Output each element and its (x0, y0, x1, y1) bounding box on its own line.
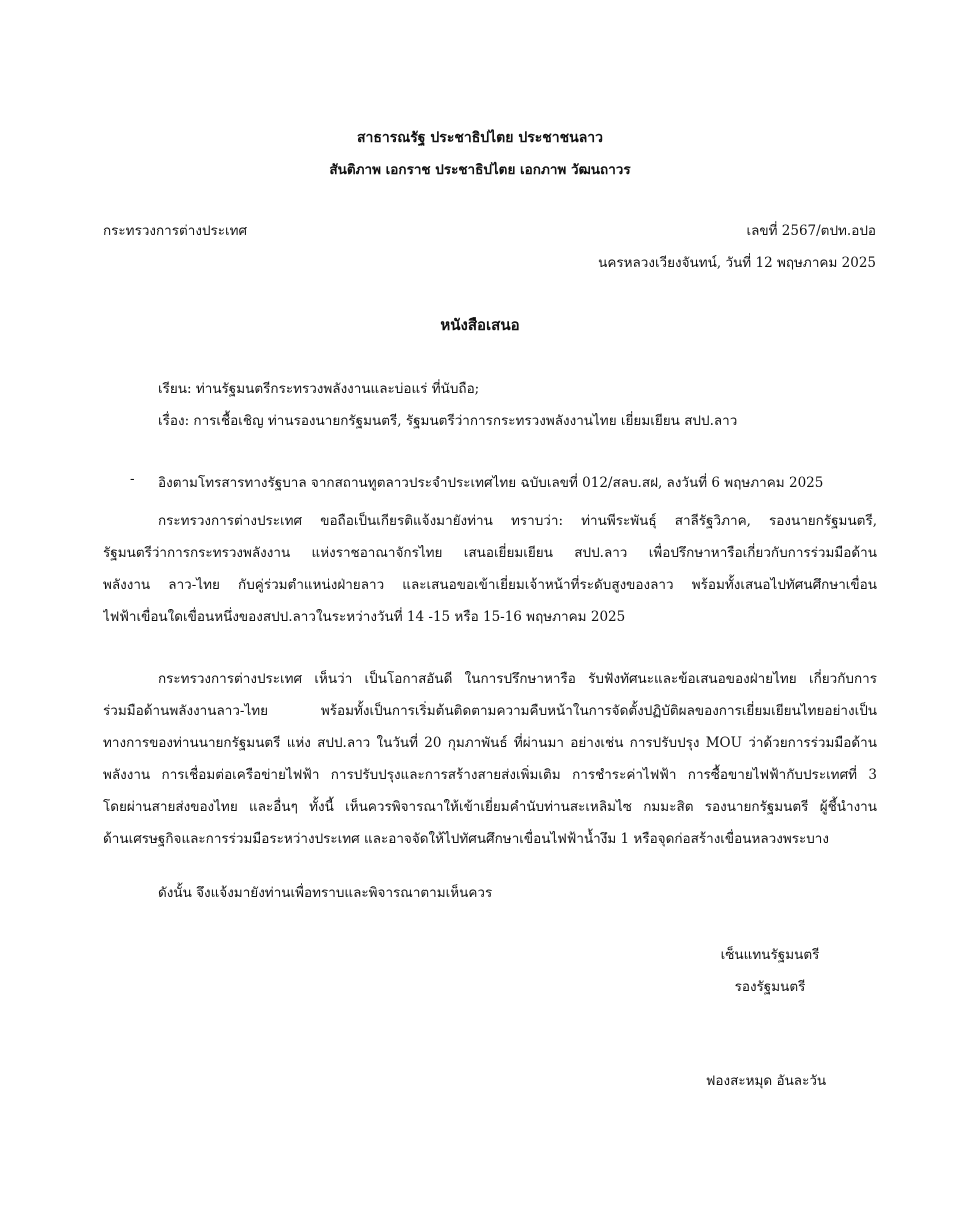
closing-line: ดังนั้น จึงแจ้งมายังท่านเพื่อทราบและพิจารณาตามเห็นควร (158, 885, 493, 901)
signature-title-2: รองรัฐมนตรี (734, 979, 806, 995)
paragraph-line: ไฟฟ้าเขื่อนใดเขื่อนหนึ่งของสปป.ลาวในระหว่างวันที่ 14 -15 หรือ 15-16 พฤษภาคม 2025 (103, 609, 626, 625)
ministry-name: กระทรวงการต่างประเทศ (103, 223, 248, 239)
paragraph-line: กระทรวงการต่างประเทศ ขอถือเป็นเกียรติแจ้งมายังท่าน ทราบว่า: ท่านพีระพันธุ์ สาลีรัฐวิภาค, รองนายกรัฐมนตรี, (158, 513, 877, 529)
reference-text: อิงตามโทรสารทางรัฐบาล จากสถานทูตลาวประจำประเทศไทย ฉบับเลขที่ 012/สลบ.สฝ, ลงวันที่ 6 พฤษภาคม 2025 (158, 475, 824, 491)
document-number: เลขที่ 2567/ตปท.อปอ (746, 223, 876, 239)
subject-line: เรื่อง: การเชื้อเชิญ ท่านรองนายกรัฐมนตรี, รัฐมนตรีว่าการกระทรวงพลังงานไทย เยี่ยมเยียน สปป.ลาว (158, 413, 738, 429)
body-paragraph-1 (103, 505, 877, 633)
paragraph-line: กระทรวงการต่างประเทศ เห็นว่า เป็นโอกาสอันดี ในการปรึกษาหารือ รับฟังทัศนะและข้อเสนอของฝ่ายไทย เกี่ยวกับการ (158, 671, 877, 687)
document-title: หนังสือเสนอ (440, 316, 520, 334)
paragraph-line: พลังงาน ลาว-ไทย กับคู่ร่วมตำแหน่งฝ่ายลาว และเสนอขอเข้าเยี่ยมเจ้าหน้าที่ระดับสูงของลาว พร้อมทั้งเสนอไปทัศนศึกษาเขื่อน (103, 577, 877, 593)
place-and-date: นครหลวงเวียงจันทน์, วันที่ 12 พฤษภาคม 2025 (598, 255, 876, 271)
paragraph-line: ด้านเศรษฐกิจและการร่วมมือระหว่างประเทศ และอาจจัดให้ไปทัศนศึกษาเขื่อนไฟฟ้าน้ำงึม 1 หรือจุดก่อสร้างเขื่อนหลวงพระบาง (103, 831, 829, 847)
paragraph-line: ทางการของท่านนายกรัฐมนตรี แห่ง สปป.ลาว ในวันที่ 20 กุมภาพันธ์ ที่ผ่านมา อย่างเช่น การปรับปรุง MOU ว่าด้วยการร่วมมือด้าน (103, 735, 877, 751)
reference-bullet: - (130, 471, 135, 487)
addressee-line: เรียน: ท่านรัฐมนตรีกระทรวงพลังงานและบ่อแร่ ที่นับถือ; (158, 381, 480, 397)
paragraph-line: ร่วมมือด้านพลังงานลาว-ไทย พร้อมทั้งเป็นการเริ่มต้นติดตามความคืบหน้าในการจัดตั้งปฏิบัติผลของการเยี่ยมเยียนไทยอย่างเป็น (103, 703, 877, 719)
paragraph-line: โดยผ่านสายส่งของไทย และอื่นๆ ทั้งนี้ เห็นควรพิจารณาให้เข้าเยี่ยมคำนับท่านสะเหลิมไซ กมมะสิต รองนายกรัฐมนตรี ผู้ชี้นำงาน (103, 799, 877, 815)
paragraph-line: รัฐมนตรีว่าการกระทรวงพลังงาน แห่งราชอาณาจักรไทย เสนอเยี่ยมเยียน สปป.ลาว เพื่อปรึกษาหารือเกี่ยวกับการร่วมมือด้าน (103, 545, 877, 561)
paragraph-line: พลังงาน การเชื่อมต่อเครือข่ายไฟฟ้า การปรับปรุงและการสร้างสายส่งเพิ่มเติม การชำระค่าไฟฟ้า การซื้อขายไฟฟ้ากับประเทศที่ 3 (103, 767, 877, 783)
body-paragraph-2 (103, 663, 877, 855)
header-line-1: สาธารณรัฐ ประชาธิปไตย ประชาชนลาว (356, 130, 604, 146)
signature-title-1: เซ็นแทนรัฐมนตรี (720, 947, 820, 963)
signatory-name: ฟองสะหมุด อันละวัน (705, 1073, 827, 1089)
header-line-2: สันติภาพ เอกราช ประชาธิปไตย เอกภาพ วัฒนถาวร (329, 162, 631, 178)
